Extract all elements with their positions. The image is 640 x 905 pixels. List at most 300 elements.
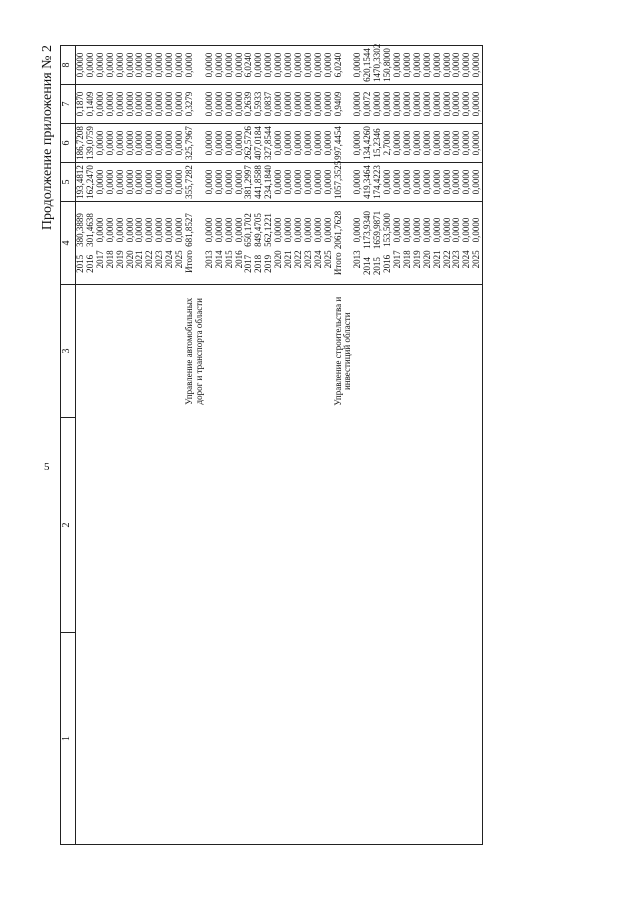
other-sources-cell: 0,0000 — [443, 46, 453, 85]
total-value: 0,0000 — [203, 217, 214, 243]
year-value-cell — [433, 202, 443, 285]
federal-budget-cell: 0,0000 — [225, 163, 235, 202]
year-label: Итого — [183, 250, 194, 273]
local-budget-cell: 0,0000 — [145, 85, 155, 124]
total-value: 0,0000 — [124, 217, 135, 243]
table-cell-col1 — [76, 633, 86, 845]
header-cell: 5 — [61, 163, 76, 202]
federal-budget-cell: 0,0000 — [433, 163, 443, 202]
local-budget-cell: 0,0000 — [443, 85, 453, 124]
organization-cell — [472, 285, 482, 418]
federal-budget-cell: 0,0000 — [145, 163, 155, 202]
table-cell-col1 — [472, 633, 482, 845]
regional-budget-cell: 0,0000 — [324, 124, 334, 163]
organization-cell: Управление автомобильных дорог и транспорта области — [183, 297, 204, 405]
table-cell-col2 — [264, 418, 274, 633]
local-budget-cell: 0,3279 — [185, 85, 205, 124]
table-cell-col2 — [155, 418, 165, 633]
total-value: 0,0000 — [94, 217, 105, 243]
federal-budget-cell: 355,7282 — [185, 163, 205, 202]
local-budget-cell: 0,0000 — [116, 85, 126, 124]
other-sources-cell: 6,0240 — [334, 46, 354, 85]
table-row — [413, 46, 423, 845]
regional-budget-cell: 0,0000 — [294, 124, 304, 163]
table-row — [314, 46, 324, 845]
federal-budget-cell: 381,2997 — [244, 163, 254, 202]
other-sources-cell: 0,0000 — [314, 46, 324, 85]
year-value-cell — [205, 202, 215, 285]
federal-budget-cell: 193,4812 — [76, 163, 86, 202]
table-row — [304, 46, 314, 845]
table-cell-col1 — [96, 633, 106, 845]
total-value: 0,0000 — [283, 217, 294, 243]
federal-budget-cell: 0,0000 — [294, 163, 304, 202]
year-label: 2025 — [174, 250, 185, 269]
federal-budget-cell: 0,0000 — [235, 163, 245, 202]
year-label: 2024 — [164, 250, 175, 269]
table-body — [75, 43, 483, 845]
year-value-cell — [185, 202, 205, 285]
total-value: 0,0000 — [164, 217, 175, 243]
table-cell-col2 — [334, 418, 354, 633]
regional-budget-cell: 186,7208 — [76, 124, 86, 163]
table-cell-col1 — [155, 633, 165, 845]
year-label: 2013 — [203, 250, 214, 269]
other-sources-cell: 0,0000 — [145, 46, 155, 85]
regional-budget-cell: 0,0000 — [165, 124, 175, 163]
header-cell: 7 — [61, 85, 76, 124]
table-cell-col1 — [235, 633, 245, 845]
regional-budget-cell: 0,0000 — [423, 124, 433, 163]
table-cell-col1 — [383, 633, 393, 845]
rotated-page — [40, 43, 590, 845]
other-sources-cell: 0,0000 — [294, 46, 304, 85]
other-sources-cell: 0,0000 — [284, 46, 294, 85]
table-cell-col1 — [254, 633, 264, 845]
year-value-cell — [472, 202, 482, 285]
regional-budget-cell: 0,0000 — [433, 124, 443, 163]
total-value: 0,0000 — [461, 217, 472, 243]
total-value: 301,4638 — [84, 213, 95, 247]
regional-budget-cell: 0,0000 — [472, 124, 482, 163]
header-cell: 2 — [61, 418, 76, 633]
year-label: 2014 — [213, 250, 224, 269]
federal-budget-cell: 0,0000 — [462, 163, 472, 202]
total-value: 0,0000 — [451, 217, 462, 243]
year-label: 2021 — [283, 250, 294, 269]
table-row — [86, 46, 96, 845]
year-value-cell — [106, 202, 116, 285]
federal-budget-cell: 162,2470 — [86, 163, 96, 202]
table-cell-col1 — [116, 633, 126, 845]
federal-budget-cell: 0,0000 — [165, 163, 175, 202]
table-cell-col2 — [235, 418, 245, 633]
table-row — [96, 46, 106, 845]
year-label: 2025 — [471, 250, 482, 269]
table-cell-col2 — [96, 418, 106, 633]
federal-budget-cell: 174,4223 — [373, 163, 383, 202]
organization-cell — [353, 285, 363, 418]
total-value: 0,0000 — [233, 217, 244, 243]
year-label: 2017 — [392, 250, 402, 269]
regional-budget-cell: 0,0000 — [274, 124, 284, 163]
total-value: 0,0000 — [411, 217, 422, 243]
organization-cell — [294, 285, 304, 418]
other-sources-cell: 1470,3302 — [373, 46, 383, 85]
table-header-row — [61, 46, 76, 845]
organization-cell — [304, 285, 314, 418]
year-value-cell — [165, 202, 175, 285]
year-label: 2014 — [362, 256, 373, 275]
year-label: 2021 — [431, 250, 442, 269]
year-label: 2020 — [421, 250, 432, 269]
local-budget-cell: 0,0000 — [215, 85, 225, 124]
header-cell: 3 — [61, 285, 76, 418]
federal-budget-cell: 1057,3525 — [334, 163, 354, 202]
other-sources-cell: 0,0000 — [264, 46, 274, 85]
table-cell-col2 — [244, 418, 254, 633]
other-sources-cell: 0,0000 — [135, 46, 145, 85]
page-number: 5 — [44, 461, 50, 473]
table-cell-col2 — [175, 418, 185, 633]
year-label: 2020 — [273, 250, 284, 269]
organization-cell — [383, 285, 393, 418]
local-budget-cell: 0,0000 — [373, 85, 383, 124]
organization-cell — [116, 285, 126, 418]
table-cell-col1 — [185, 633, 205, 845]
federal-budget-cell: 419,3464 — [363, 163, 373, 202]
regional-budget-cell: 0,0000 — [235, 124, 245, 163]
table-cell-col2 — [393, 418, 403, 633]
total-value: 0,0000 — [471, 217, 482, 243]
table-cell-col1 — [373, 633, 383, 845]
federal-budget-cell: 0,0000 — [314, 163, 324, 202]
total-value: 0,0000 — [302, 217, 313, 243]
table-cell-col1 — [304, 633, 314, 845]
table-cell-col1 — [106, 633, 116, 845]
total-value: 0,0000 — [401, 217, 412, 243]
table-row — [383, 46, 393, 845]
local-budget-cell: 0,0837 — [264, 85, 274, 124]
table-row — [423, 46, 433, 845]
other-sources-cell: 0,0000 — [215, 46, 225, 85]
year-value-cell — [116, 202, 126, 285]
federal-budget-cell: 0,0000 — [175, 163, 185, 202]
local-budget-cell: 0,0000 — [304, 85, 314, 124]
organization-cell — [462, 285, 472, 418]
year-value-cell — [304, 202, 314, 285]
total-value: 0,0000 — [134, 217, 145, 243]
organization-cell — [244, 285, 254, 418]
federal-budget-cell: 0,0000 — [135, 163, 145, 202]
table-cell-col2 — [185, 418, 205, 633]
year-label: 2019 — [411, 250, 422, 269]
local-budget-cell: 0,0000 — [462, 85, 472, 124]
regional-budget-cell: 0,0000 — [314, 124, 324, 163]
total-value: 562,1221 — [263, 213, 274, 247]
organization-cell — [135, 285, 145, 418]
organization-cell — [86, 285, 96, 418]
total-value: 0,0000 — [273, 217, 284, 243]
table-row — [393, 46, 403, 845]
organization-cell — [145, 285, 155, 418]
other-sources-cell: 0,0000 — [393, 46, 403, 85]
local-budget-cell: 0,1870 — [76, 85, 86, 124]
regional-budget-cell: 0,0000 — [353, 124, 363, 163]
organization-cell — [76, 285, 86, 418]
table-cell-col1 — [462, 633, 472, 845]
other-sources-cell: 0,0000 — [274, 46, 284, 85]
year-value-cell — [96, 202, 106, 285]
regional-budget-cell: 997,4454 — [334, 124, 354, 163]
table-cell-col1 — [175, 633, 185, 845]
other-sources-cell: 0,0000 — [235, 46, 245, 85]
table-row — [274, 46, 284, 845]
total-value: 0,0000 — [114, 217, 125, 243]
table-row — [145, 46, 155, 845]
regional-budget-cell: 0,0000 — [106, 124, 116, 163]
organization-cell — [443, 285, 453, 418]
total-value: 0,0000 — [174, 217, 185, 243]
total-value: 0,0000 — [144, 217, 155, 243]
regional-budget-cell: 262,5726 — [244, 124, 254, 163]
year-value-cell — [145, 202, 155, 285]
federal-budget-cell: 0,0000 — [215, 163, 225, 202]
year-label: 2023 — [302, 250, 313, 269]
organization-cell: Управление строительства и инвестиций области — [332, 296, 353, 406]
table-cell-col1 — [135, 633, 145, 845]
total-value: 0,0000 — [154, 217, 165, 243]
regional-budget-cell: 0,0000 — [462, 124, 472, 163]
table-cell-col2 — [294, 418, 304, 633]
table-cell-col2 — [215, 418, 225, 633]
table-cell-col2 — [274, 418, 284, 633]
year-label: 2020 — [124, 250, 135, 269]
table-cell-col2 — [413, 418, 423, 633]
table-cell-col1 — [353, 633, 363, 845]
table-cell-col1 — [363, 633, 373, 845]
total-value: 0,0000 — [312, 217, 323, 243]
table-cell-col2 — [254, 418, 264, 633]
other-sources-cell: 0,0000 — [175, 46, 185, 85]
table-cell-col2 — [314, 418, 324, 633]
year-value-cell — [225, 202, 235, 285]
table-row — [433, 46, 443, 845]
year-label: 2024 — [312, 250, 323, 269]
regional-budget-cell: 0,0000 — [403, 124, 413, 163]
organization-cell — [403, 285, 413, 418]
table-cell-col2 — [353, 418, 363, 633]
local-budget-cell: 0,0000 — [383, 85, 393, 124]
organization-cell — [314, 285, 324, 418]
table-cell-col2 — [116, 418, 126, 633]
year-label: 2023 — [451, 250, 462, 269]
organization-cell — [363, 285, 373, 418]
table-cell-col2 — [452, 418, 462, 633]
local-budget-cell: 0,0000 — [165, 85, 175, 124]
federal-budget-cell: 0,0000 — [304, 163, 314, 202]
table-cell-col2 — [76, 418, 86, 633]
organization-cell — [235, 285, 245, 418]
table-cell-col2 — [165, 418, 175, 633]
table-cell-col2 — [472, 418, 482, 633]
year-label: 2025 — [322, 250, 333, 269]
table-cell-col2 — [86, 418, 96, 633]
year-label: 2016 — [84, 254, 95, 273]
table-row — [126, 46, 136, 845]
federal-budget-cell: 0,0000 — [443, 163, 453, 202]
table-row — [403, 46, 413, 845]
federal-budget-cell: 0,0000 — [96, 163, 106, 202]
regional-budget-cell: 0,0000 — [175, 124, 185, 163]
regional-budget-cell: 0,0000 — [155, 124, 165, 163]
table-cell-col1 — [165, 633, 175, 845]
table-cell-col1 — [314, 633, 324, 845]
organization-cell — [155, 285, 165, 418]
total-value: 0,0000 — [213, 217, 224, 243]
other-sources-cell: 0,0000 — [254, 46, 264, 85]
total-value: 849,4705 — [253, 213, 264, 247]
total-value: 153,5000 — [382, 213, 393, 247]
total-value: 0,0000 — [352, 217, 363, 243]
table-cell-col1 — [433, 633, 443, 845]
regional-budget-cell: 15,2346 — [373, 124, 383, 163]
table-row — [116, 46, 126, 845]
total-value: 2061,7628 — [332, 210, 343, 250]
year-value-cell — [294, 202, 304, 285]
year-label: 2016 — [233, 250, 244, 269]
year-label: 2019 — [263, 254, 274, 273]
regional-budget-cell: 325,7967 — [185, 124, 205, 163]
table-row — [462, 46, 472, 845]
other-sources-cell: 0,0000 — [452, 46, 462, 85]
year-label: 2018 — [253, 254, 264, 273]
regional-budget-cell: 0,0000 — [96, 124, 106, 163]
organization-cell — [264, 285, 274, 418]
table-row — [185, 46, 205, 845]
year-label: 2013 — [352, 250, 363, 269]
table-cell-col2 — [443, 418, 453, 633]
federal-budget-cell: 234,1840 — [264, 163, 274, 202]
federal-budget-cell: 0,0000 — [472, 163, 482, 202]
header-cell: 1 — [61, 633, 76, 845]
local-budget-cell: 0,0000 — [175, 85, 185, 124]
year-value-cell — [334, 202, 354, 285]
local-budget-cell: 0,0000 — [284, 85, 294, 124]
year-label: 2022 — [292, 250, 303, 269]
table-cell-col2 — [383, 418, 393, 633]
organization-cell — [393, 285, 403, 418]
organization-cell — [274, 285, 284, 418]
year-label: 2018 — [104, 250, 115, 269]
year-label: 2021 — [134, 250, 145, 269]
table-row — [205, 46, 215, 845]
regional-budget-cell: 0,0000 — [135, 124, 145, 163]
other-sources-cell: 0,0000 — [324, 46, 334, 85]
year-label: 2023 — [154, 250, 165, 269]
regional-budget-cell: 0,0000 — [205, 124, 215, 163]
other-sources-cell: 150,8000 — [383, 46, 393, 85]
regional-budget-cell: 0,0000 — [225, 124, 235, 163]
local-budget-cell: 0,0000 — [205, 85, 215, 124]
year-label: 2015 — [223, 250, 234, 269]
table-cell-col2 — [135, 418, 145, 633]
table-cell-col2 — [205, 418, 215, 633]
regional-budget-cell: 0,0000 — [116, 124, 126, 163]
table-cell-col2 — [373, 418, 383, 633]
federal-budget-cell: 0,0000 — [452, 163, 462, 202]
organization-cell — [165, 285, 175, 418]
year-value-cell — [452, 202, 462, 285]
table-row — [135, 46, 145, 845]
table-cell-col1 — [452, 633, 462, 845]
local-budget-cell: 0,0000 — [135, 85, 145, 124]
table-row — [155, 46, 165, 845]
federal-budget-cell: 0,0000 — [403, 163, 413, 202]
table-row — [294, 46, 304, 845]
organization-cell — [413, 285, 423, 418]
regional-budget-cell: 0,0000 — [443, 124, 453, 163]
organization-cell — [225, 285, 235, 418]
table-row — [106, 46, 116, 845]
year-label: Итого — [332, 252, 343, 276]
total-value: 0,0000 — [292, 217, 303, 243]
other-sources-cell: 0,0000 — [413, 46, 423, 85]
year-label: 2015 — [372, 257, 383, 276]
table-row — [284, 46, 294, 845]
regional-budget-cell: 0,0000 — [393, 124, 403, 163]
federal-budget-cell: 441,8588 — [254, 163, 264, 202]
local-budget-cell: 0,2639 — [244, 85, 254, 124]
other-sources-cell: 0,0000 — [76, 46, 86, 85]
local-budget-cell: 0,0000 — [106, 85, 116, 124]
table-row — [443, 46, 453, 845]
total-value: 681,8527 — [183, 213, 194, 247]
other-sources-cell: 0,0000 — [106, 46, 116, 85]
local-budget-cell: 0,5933 — [254, 85, 264, 124]
data-table — [60, 45, 483, 845]
local-budget-cell: 0,0000 — [225, 85, 235, 124]
federal-budget-cell: 0,0000 — [155, 163, 165, 202]
table-cell-col1 — [443, 633, 453, 845]
regional-budget-cell: 0,0000 — [304, 124, 314, 163]
year-value-cell — [155, 202, 165, 285]
other-sources-cell: 0,0000 — [126, 46, 136, 85]
header-cell: 4 — [61, 202, 76, 285]
table-cell-col2 — [106, 418, 116, 633]
year-value-cell — [423, 202, 433, 285]
table-cell-col2 — [462, 418, 472, 633]
local-budget-cell: 0,0000 — [294, 85, 304, 124]
organization-cell — [254, 285, 264, 418]
table-cell-col1 — [403, 633, 413, 845]
organization-cell — [373, 285, 383, 418]
table-row — [225, 46, 235, 845]
other-sources-cell: 0,0000 — [205, 46, 215, 85]
table-row — [264, 46, 274, 845]
table-row — [334, 46, 354, 845]
local-budget-cell: 0,0000 — [126, 85, 136, 124]
organization-cell — [433, 285, 443, 418]
table-row — [165, 46, 175, 845]
table-cell-col1 — [423, 633, 433, 845]
table-cell-col1 — [324, 633, 334, 845]
local-budget-cell: 0,0000 — [452, 85, 462, 124]
federal-budget-cell: 0,0000 — [393, 163, 403, 202]
local-budget-cell: 0,0000 — [393, 85, 403, 124]
federal-budget-cell: 0,0000 — [116, 163, 126, 202]
federal-budget-cell: 0,0000 — [274, 163, 284, 202]
